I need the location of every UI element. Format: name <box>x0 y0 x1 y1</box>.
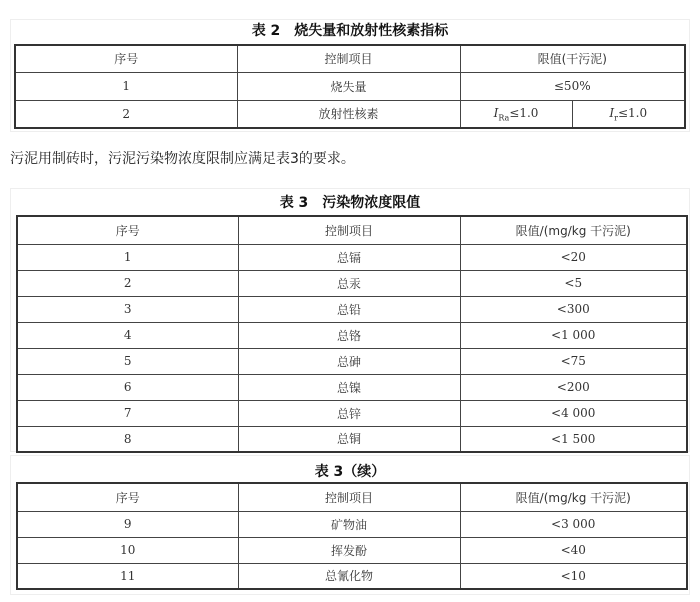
table-row <box>17 244 687 270</box>
cell-value: <10 <box>460 563 687 589</box>
table-row <box>15 72 685 100</box>
cell-item: 挥发酚 <box>238 537 460 563</box>
table-row <box>17 348 687 374</box>
cell-no: 8 <box>17 426 238 452</box>
cell-no: 4 <box>17 322 238 348</box>
cell-item: 总镍 <box>238 374 460 400</box>
cell-value: <5 <box>460 270 687 296</box>
table3-continued-title: 表 3（续） <box>314 464 386 480</box>
table-row <box>17 322 687 348</box>
header-row <box>17 483 687 511</box>
header-cell: 控制项目 <box>237 45 460 72</box>
table-row <box>17 537 687 563</box>
value: ≤1.0 <box>509 105 539 120</box>
cell-no: 5 <box>17 348 238 374</box>
cell-value: <1 500 <box>460 426 687 452</box>
cell-no: 1 <box>15 72 237 100</box>
cell-item: 烧失量 <box>237 72 460 100</box>
table-row <box>15 100 685 128</box>
header-cell: 控制项目 <box>238 216 460 244</box>
cell-value: <300 <box>460 296 687 322</box>
cell-value-ira <box>460 100 572 128</box>
cell-no: 11 <box>17 563 238 589</box>
cell-no: 3 <box>17 296 238 322</box>
table-row <box>17 426 687 452</box>
cell-no: 2 <box>17 270 238 296</box>
table-row <box>17 270 687 296</box>
symbol: I <box>609 105 615 120</box>
cell-no: 2 <box>15 100 237 128</box>
table3-container <box>10 188 690 452</box>
table3-continued <box>16 482 688 590</box>
cell-no: 1 <box>17 244 238 270</box>
table3-continued-container <box>10 455 690 595</box>
cell-value: <1 000 <box>460 322 687 348</box>
cell-value: <4 000 <box>460 400 687 426</box>
cell-item: 总锌 <box>238 400 460 426</box>
table-row <box>17 563 687 589</box>
header-cell: 控制项目 <box>238 483 460 511</box>
cell-value: <20 <box>460 244 687 270</box>
header-cell: 序号 <box>15 45 237 72</box>
subscript: Ra <box>498 112 510 122</box>
cell-value-ir <box>572 100 685 128</box>
header-row <box>17 216 687 244</box>
paragraph: 污泥用制砖时，污泥污染物浓度限制应满足表3的要求。 <box>10 151 355 167</box>
header-cell: 限值(干污泥) <box>460 45 685 72</box>
table-row <box>17 296 687 322</box>
cell-item: 矿物油 <box>238 511 460 537</box>
cell-item: 总砷 <box>238 348 460 374</box>
cell-item: 总铬 <box>238 322 460 348</box>
header-cell: 限值/(mg/kg 干污泥) <box>460 216 687 244</box>
cell-item: 总氰化物 <box>238 563 460 589</box>
cell-value: <75 <box>460 348 687 374</box>
cell-no: 7 <box>17 400 238 426</box>
table-row <box>17 374 687 400</box>
cell-item: 总铜 <box>238 426 460 452</box>
cell-item: 总镉 <box>238 244 460 270</box>
table-row <box>17 511 687 537</box>
cell-value: <3 000 <box>460 511 687 537</box>
cell-no: 9 <box>17 511 238 537</box>
symbol: I <box>493 105 499 120</box>
cell-no: 10 <box>17 537 238 563</box>
table2 <box>14 44 686 129</box>
header-cell: 序号 <box>17 483 238 511</box>
cell-item: 总汞 <box>238 270 460 296</box>
table2-container <box>10 19 690 132</box>
cell-value: <200 <box>460 374 687 400</box>
cell-item: 放射性核素 <box>237 100 460 128</box>
cell-value: ≤50% <box>460 72 685 100</box>
cell-no: 6 <box>17 374 238 400</box>
table-row <box>17 400 687 426</box>
cell-value: <40 <box>460 537 687 563</box>
table2-title: 表 2 烧失量和放射性核素指标 <box>251 23 449 39</box>
value: ≤1.0 <box>617 105 648 120</box>
cell-item: 总铅 <box>238 296 460 322</box>
header-cell: 序号 <box>17 216 238 244</box>
table3-title: 表 3 污染物浓度限值 <box>279 195 421 211</box>
header-cell: 限值/(mg/kg 干污泥) <box>460 483 687 511</box>
table3 <box>16 215 688 453</box>
table2-header-row <box>15 45 685 72</box>
subscript: r <box>614 112 618 122</box>
